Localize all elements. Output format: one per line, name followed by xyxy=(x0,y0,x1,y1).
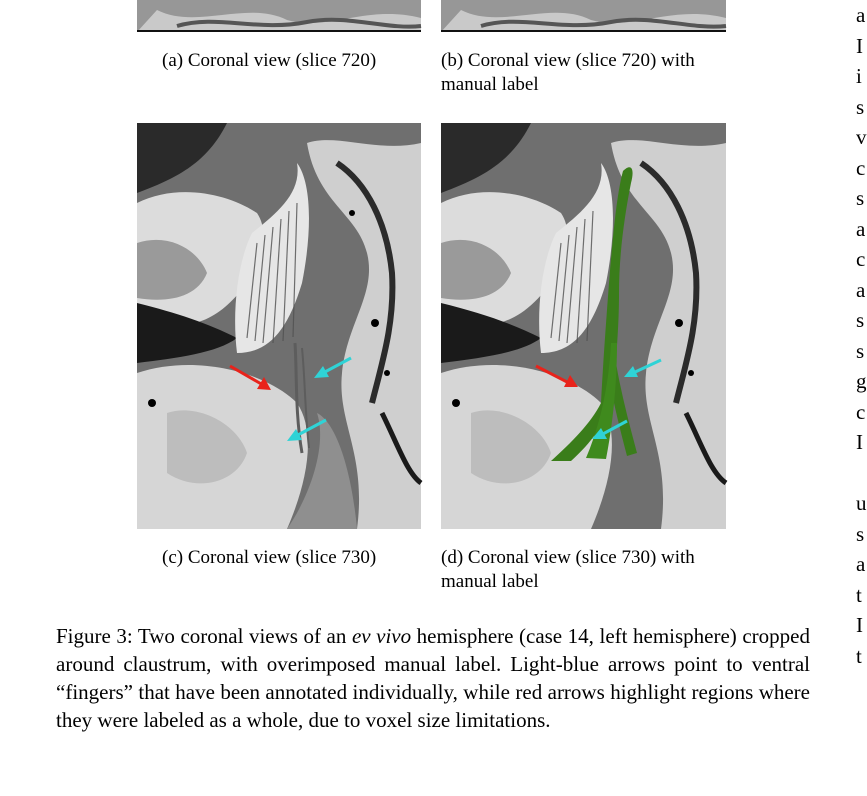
mri-slice-730-label xyxy=(441,123,726,529)
panel-d-caption xyxy=(441,546,695,594)
panel-c-caption-line1: (c) Coronal view (slice 730) xyxy=(162,547,377,568)
fragment: u xyxy=(856,491,867,515)
panel-b-caption xyxy=(441,49,695,97)
panel-a-image xyxy=(137,0,421,32)
fragment: a xyxy=(856,3,866,27)
fragment: i xyxy=(856,64,862,88)
fragment: a xyxy=(856,216,866,241)
panel-b-caption-line1: (b) Coronal view (slice 720) with xyxy=(441,50,695,71)
fragment: s xyxy=(856,308,865,332)
fragment: s xyxy=(856,186,865,210)
fragment xyxy=(856,458,865,489)
mri-slice-720-crop xyxy=(137,0,421,32)
fragment: a xyxy=(856,552,866,576)
figure-caption-suffix: hemisphere (case 14, left hemisphere) cropped around claustrum, with overimposed manual label. Light-blue arrows point to ventral “fingers” that have been annotated individually, while red arrows highlight regions where they were labeled as a whole, due to voxel size limitations. xyxy=(56,624,810,732)
fragment: s xyxy=(856,94,865,119)
panel-d-caption-line2: manual label xyxy=(441,571,539,592)
fragment: c xyxy=(856,247,866,271)
mri-slice-720-label-crop xyxy=(441,0,726,32)
fragment: s xyxy=(856,338,865,363)
panel-a-caption xyxy=(162,49,376,73)
panel-d-image xyxy=(441,123,726,529)
fragment: c xyxy=(856,155,866,180)
panel-a-caption-line1: (a) Coronal view (slice 720) xyxy=(162,50,377,71)
fragment: c xyxy=(856,399,866,424)
fragment: g xyxy=(856,369,867,393)
fragment: I xyxy=(856,613,863,637)
panel-b-image xyxy=(441,0,726,32)
adjacent-column-fragments xyxy=(856,0,865,796)
panel-b-caption-line2: manual label xyxy=(441,74,539,95)
panel-c-caption xyxy=(162,546,376,570)
figure-caption-prefix: Figure 3: Two coronal views of an xyxy=(56,624,352,648)
fragment: t xyxy=(856,582,862,607)
fragment: s xyxy=(856,521,865,546)
panel-d-caption-line1: (d) Coronal view (slice 730) with xyxy=(441,547,695,568)
fragment: I xyxy=(856,33,863,58)
fragment: a xyxy=(856,277,866,302)
figure-caption-italic: ev vivo xyxy=(351,624,412,648)
panel-c-image xyxy=(137,123,421,529)
figure-caption xyxy=(56,622,810,734)
fragment: I xyxy=(856,430,863,454)
mri-slice-730 xyxy=(137,123,421,529)
fragment: t xyxy=(856,643,862,668)
fragment: v xyxy=(856,125,867,149)
